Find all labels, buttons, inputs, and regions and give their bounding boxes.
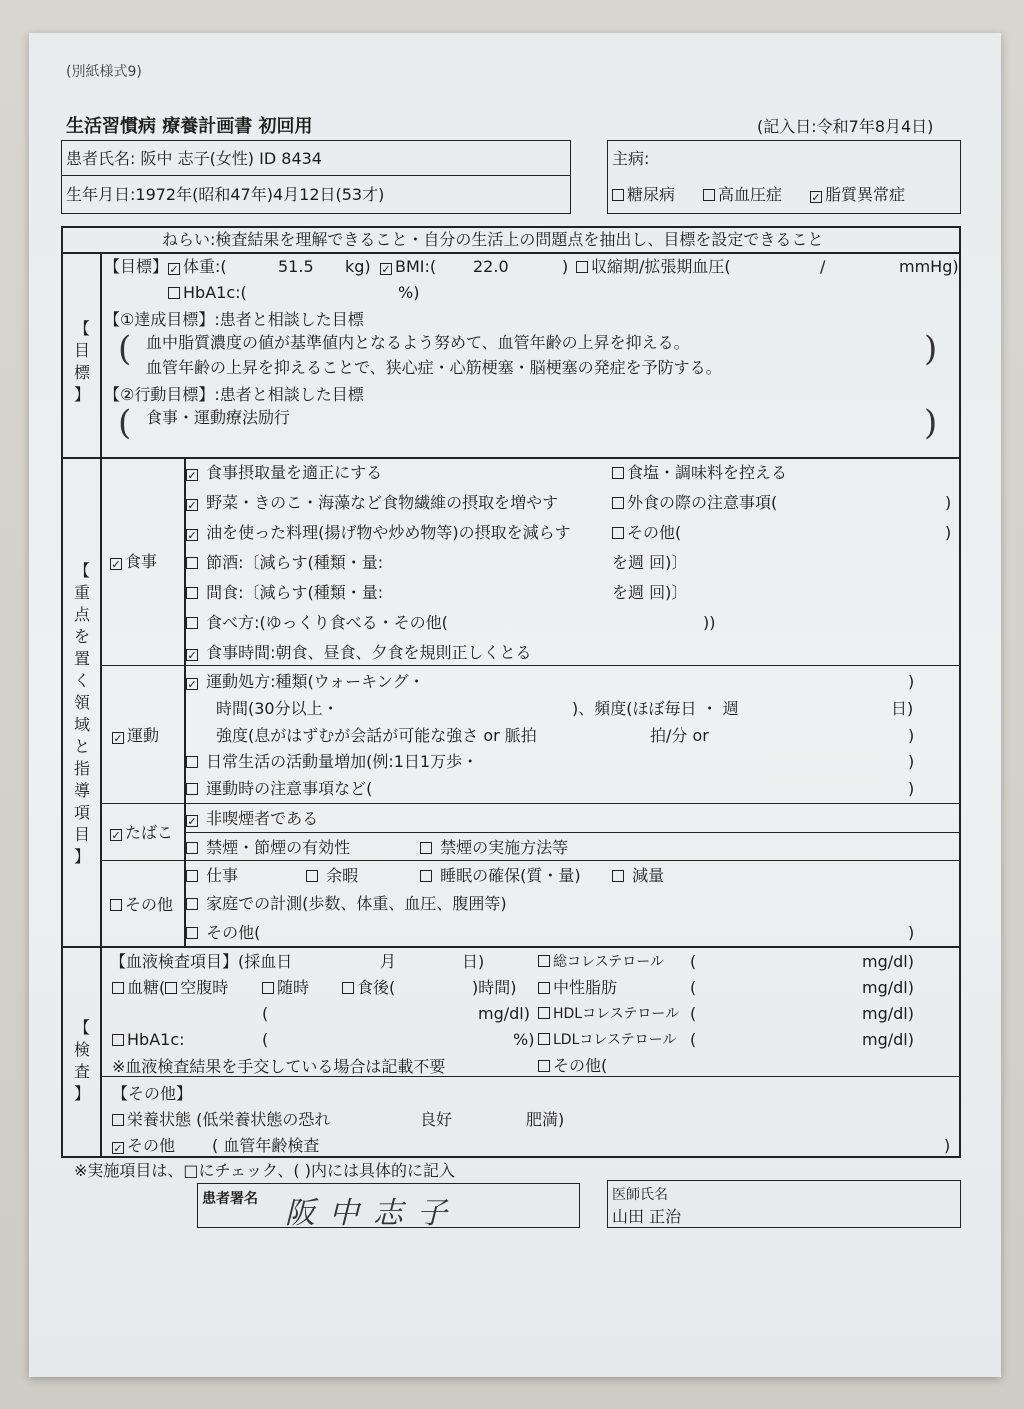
paren-close: ) xyxy=(908,923,915,942)
tobacco-method[interactable]: 禁煙の実施方法等 xyxy=(420,839,568,857)
patient-birthdate: 生年月日:1972年(昭和47年)4月12日(53才) xyxy=(66,185,385,204)
paren-open: ( xyxy=(262,1004,269,1023)
paren-open: ( xyxy=(690,952,697,971)
goal-hba1c[interactable]: HbA1c:( xyxy=(168,284,247,302)
lab-unit: mg/dl) xyxy=(862,1004,914,1023)
disease-option-diabetes[interactable]: 糖尿病 xyxy=(612,186,675,204)
paren-close: ) xyxy=(945,523,952,542)
other-work[interactable]: 仕事 xyxy=(186,867,238,885)
tobacco-nonsmoker[interactable]: ✓ 非喫煙者である xyxy=(187,809,319,828)
category-tobacco[interactable]: ✓ たばこ xyxy=(111,823,174,842)
diet-week-1: を週 回)〕 xyxy=(612,553,688,572)
lab-triglyceride[interactable]: 中性脂肪 xyxy=(538,979,617,997)
diet-item-right[interactable]: その他( xyxy=(612,524,681,542)
paren-open: ( xyxy=(262,1030,269,1049)
paren-close: ) xyxy=(945,493,952,512)
blood-title: 【血液検査項目】(採血日 xyxy=(110,952,293,971)
paren-close: ) xyxy=(944,1136,951,1155)
lab-total-chol[interactable]: 総コレステロール xyxy=(538,953,664,971)
brace-right: ) xyxy=(924,329,938,369)
lab-unit: mg/dl) xyxy=(862,952,914,971)
diet-item[interactable]: ✓ 野菜・きのこ・海藻など食物繊維の摂取を増やす xyxy=(187,493,559,512)
entry-date: (記入日:令和7年8月4日) xyxy=(757,117,934,136)
diet-item[interactable]: 食べ方:(ゆっくり食べる・その他( xyxy=(186,614,448,632)
exercise-rx[interactable]: ✓ 運動処方:種類(ウォーキング・ xyxy=(187,672,425,691)
exam-other-title: 【その他】 xyxy=(112,1084,193,1103)
paren-close: ) xyxy=(908,752,915,771)
lab-other[interactable]: その他( xyxy=(538,1057,607,1075)
nutrition-status[interactable]: 栄養状態 (低栄養状態の恐れ xyxy=(112,1111,330,1129)
diet-item[interactable]: 節酒:〔減らす(種類・量: xyxy=(186,554,383,572)
other-sleep[interactable]: 睡眠の確保(質・量) xyxy=(420,867,581,885)
blood-hba1c[interactable]: HbA1c: xyxy=(112,1031,185,1049)
exam-other-value: ( 血管年齢検査 xyxy=(212,1136,320,1155)
disease-option-dyslipidemia[interactable]: ✓ 脂質異常症 xyxy=(811,185,906,204)
category-other[interactable]: その他 xyxy=(110,896,173,914)
exercise-time: 時間(30分以上・ xyxy=(216,699,339,718)
lab-ldl[interactable]: LDLコレステロール xyxy=(538,1031,676,1049)
lab-unit: mg/dl) xyxy=(862,978,914,997)
goal-bmi[interactable]: ✓ BMI:( xyxy=(381,257,437,276)
diet-item-right[interactable]: 食塩・調味料を控える xyxy=(612,464,787,482)
doctor-name: 山田 正治 xyxy=(612,1207,682,1226)
goal-weight-unit: kg) xyxy=(345,257,371,276)
goal-bp[interactable]: 収縮期/拡張期血圧( xyxy=(576,258,731,276)
category-diet[interactable]: ✓ 食事 xyxy=(111,552,158,571)
paren-close: ) xyxy=(908,672,915,691)
exercise-daily[interactable]: 日常生活の活動量増加(例:1日1万歩・ xyxy=(186,753,478,771)
blood-random[interactable]: 随時 xyxy=(262,979,309,997)
nutrition-obese: 肥満) xyxy=(526,1110,565,1129)
paren-close: ) xyxy=(908,726,915,745)
action-goal-1: 食事・運動療法励行 xyxy=(146,408,291,427)
checkbox[interactable] xyxy=(703,189,715,201)
form-title: 生活習慣病 療養計画書 初回用 xyxy=(66,116,313,137)
blood-sugar[interactable]: 血糖( 空腹時 xyxy=(112,979,228,997)
exercise-bpm: 拍/分 or xyxy=(650,726,709,745)
goal-bp-unit: mmHg) xyxy=(899,257,959,276)
diet-item[interactable]: ✓ 油を使った料理(揚げ物や炒め物等)の摂取を減らす xyxy=(187,523,571,542)
brace-right: ) xyxy=(924,403,938,443)
footer-note: ※実施項目は、□にチェック、( )内には具体的に記入 xyxy=(74,1161,455,1180)
exercise-caution[interactable]: 運動時の注意事項など( xyxy=(186,780,372,798)
blood-note: ※血液検査結果を手交している場合は記載不要 xyxy=(112,1057,446,1076)
checkbox-checked[interactable]: ✓ xyxy=(811,191,821,204)
blood-day: 日) xyxy=(462,952,485,971)
nutrition-good: 良好 xyxy=(420,1110,453,1129)
goal-bmi-close: ) xyxy=(562,257,569,276)
exam-other-check[interactable]: ✓ その他 xyxy=(113,1136,176,1155)
lab-hdl[interactable]: HDLコレステロール xyxy=(538,1005,679,1023)
paren-open: ( xyxy=(690,978,697,997)
other-leisure[interactable]: 余暇 xyxy=(306,867,358,885)
exam-side-label: 【 検 査 】 xyxy=(73,1018,90,1103)
paren-close: ) xyxy=(908,779,915,798)
achieve-goal-1: 血中脂質濃度の値が基準値内となるよう努めて、血管年齢の上昇を抑える。 xyxy=(146,333,690,352)
goal-bmi-value: 22.0 xyxy=(473,257,509,276)
achieve-goal-2: 血管年齢の上昇を抑えることで、狭心症・心筋梗塞・脳梗塞の発症を予防する。 xyxy=(146,358,722,377)
disease-option-hypertension[interactable]: 高血圧症 xyxy=(703,186,782,204)
goal-weight[interactable]: ✓ 体重:( xyxy=(169,257,227,276)
blood-month: 月 xyxy=(380,952,397,971)
doctor-label: 医師氏名 xyxy=(612,1187,668,1203)
blood-sugar-unit: mg/dl) xyxy=(478,1004,530,1023)
paren-open: ( xyxy=(690,1030,697,1049)
diet-item[interactable]: ✓ 食事時間:朝食、昼食、夕食を規則正しくとる xyxy=(187,643,532,662)
action-goal-title: 【②行動目標】:患者と相談した目標 xyxy=(104,385,364,404)
patient-name: 患者氏名: 阪中 志子(女性) ID 8434 xyxy=(66,149,322,168)
exercise-intensity: 強度(息がはずむが会話が可能な強さ or 脈拍 xyxy=(216,726,537,745)
form-id: (別紙様式9) xyxy=(66,64,142,80)
signature-label: 患者署名 xyxy=(202,1191,258,1207)
brace-left: ( xyxy=(118,403,132,443)
exercise-frequency-end: 日) xyxy=(891,699,914,718)
disease-label: 主病: xyxy=(612,149,650,168)
achieve-goal-title: 【①達成目標】:患者と相談した目標 xyxy=(104,310,364,329)
diet-item[interactable]: ✓ 食事摂取量を適正にする xyxy=(187,463,383,482)
tobacco-effect[interactable]: 禁煙・節煙の有効性 xyxy=(186,839,350,857)
signature-handwritten: 阪中志子 xyxy=(285,1196,461,1231)
other-reduce[interactable]: 減量 xyxy=(612,867,664,885)
focus-side-label: 【 重 点 を 置 く 領 域 と 指 導 項 目 】 xyxy=(73,561,90,866)
paren-open: ( xyxy=(690,1004,697,1023)
goal-weight-value: 51.5 xyxy=(278,257,314,276)
other-home[interactable]: 家庭での計測(歩数、体重、血圧、腹囲等) xyxy=(186,895,507,913)
category-exercise[interactable]: ✓ 運動 xyxy=(113,726,160,745)
blood-hba1c-unit: %) xyxy=(513,1030,535,1049)
diet-week-2: を週 回)〕 xyxy=(612,583,688,602)
aim-text: ねらい:検査結果を理解できること・自分の生活上の問題点を抽出し、目標を設定できること xyxy=(162,230,824,249)
blood-hours: )時間) xyxy=(472,978,517,997)
checkbox[interactable] xyxy=(612,189,624,201)
goals-side-label: 【 目 標 】 xyxy=(73,319,90,404)
brace-left: ( xyxy=(118,329,132,369)
lab-unit: mg/dl) xyxy=(862,1030,914,1049)
goal-targets-title: 【目標】 xyxy=(104,257,169,276)
diet-item[interactable]: 間食:〔減らす(種類・量: xyxy=(186,584,383,602)
other-etc[interactable]: その他( xyxy=(186,924,260,942)
exercise-frequency: )、頻度(ほぼ毎日 ・ 週 xyxy=(572,699,739,718)
diet-close: )) xyxy=(703,613,716,632)
blood-after[interactable]: 食後( xyxy=(342,979,395,997)
diet-item-right[interactable]: 外食の際の注意事項( xyxy=(612,494,777,512)
goal-hba1c-unit: %) xyxy=(398,283,420,302)
goal-bp-slash: / xyxy=(820,257,826,276)
